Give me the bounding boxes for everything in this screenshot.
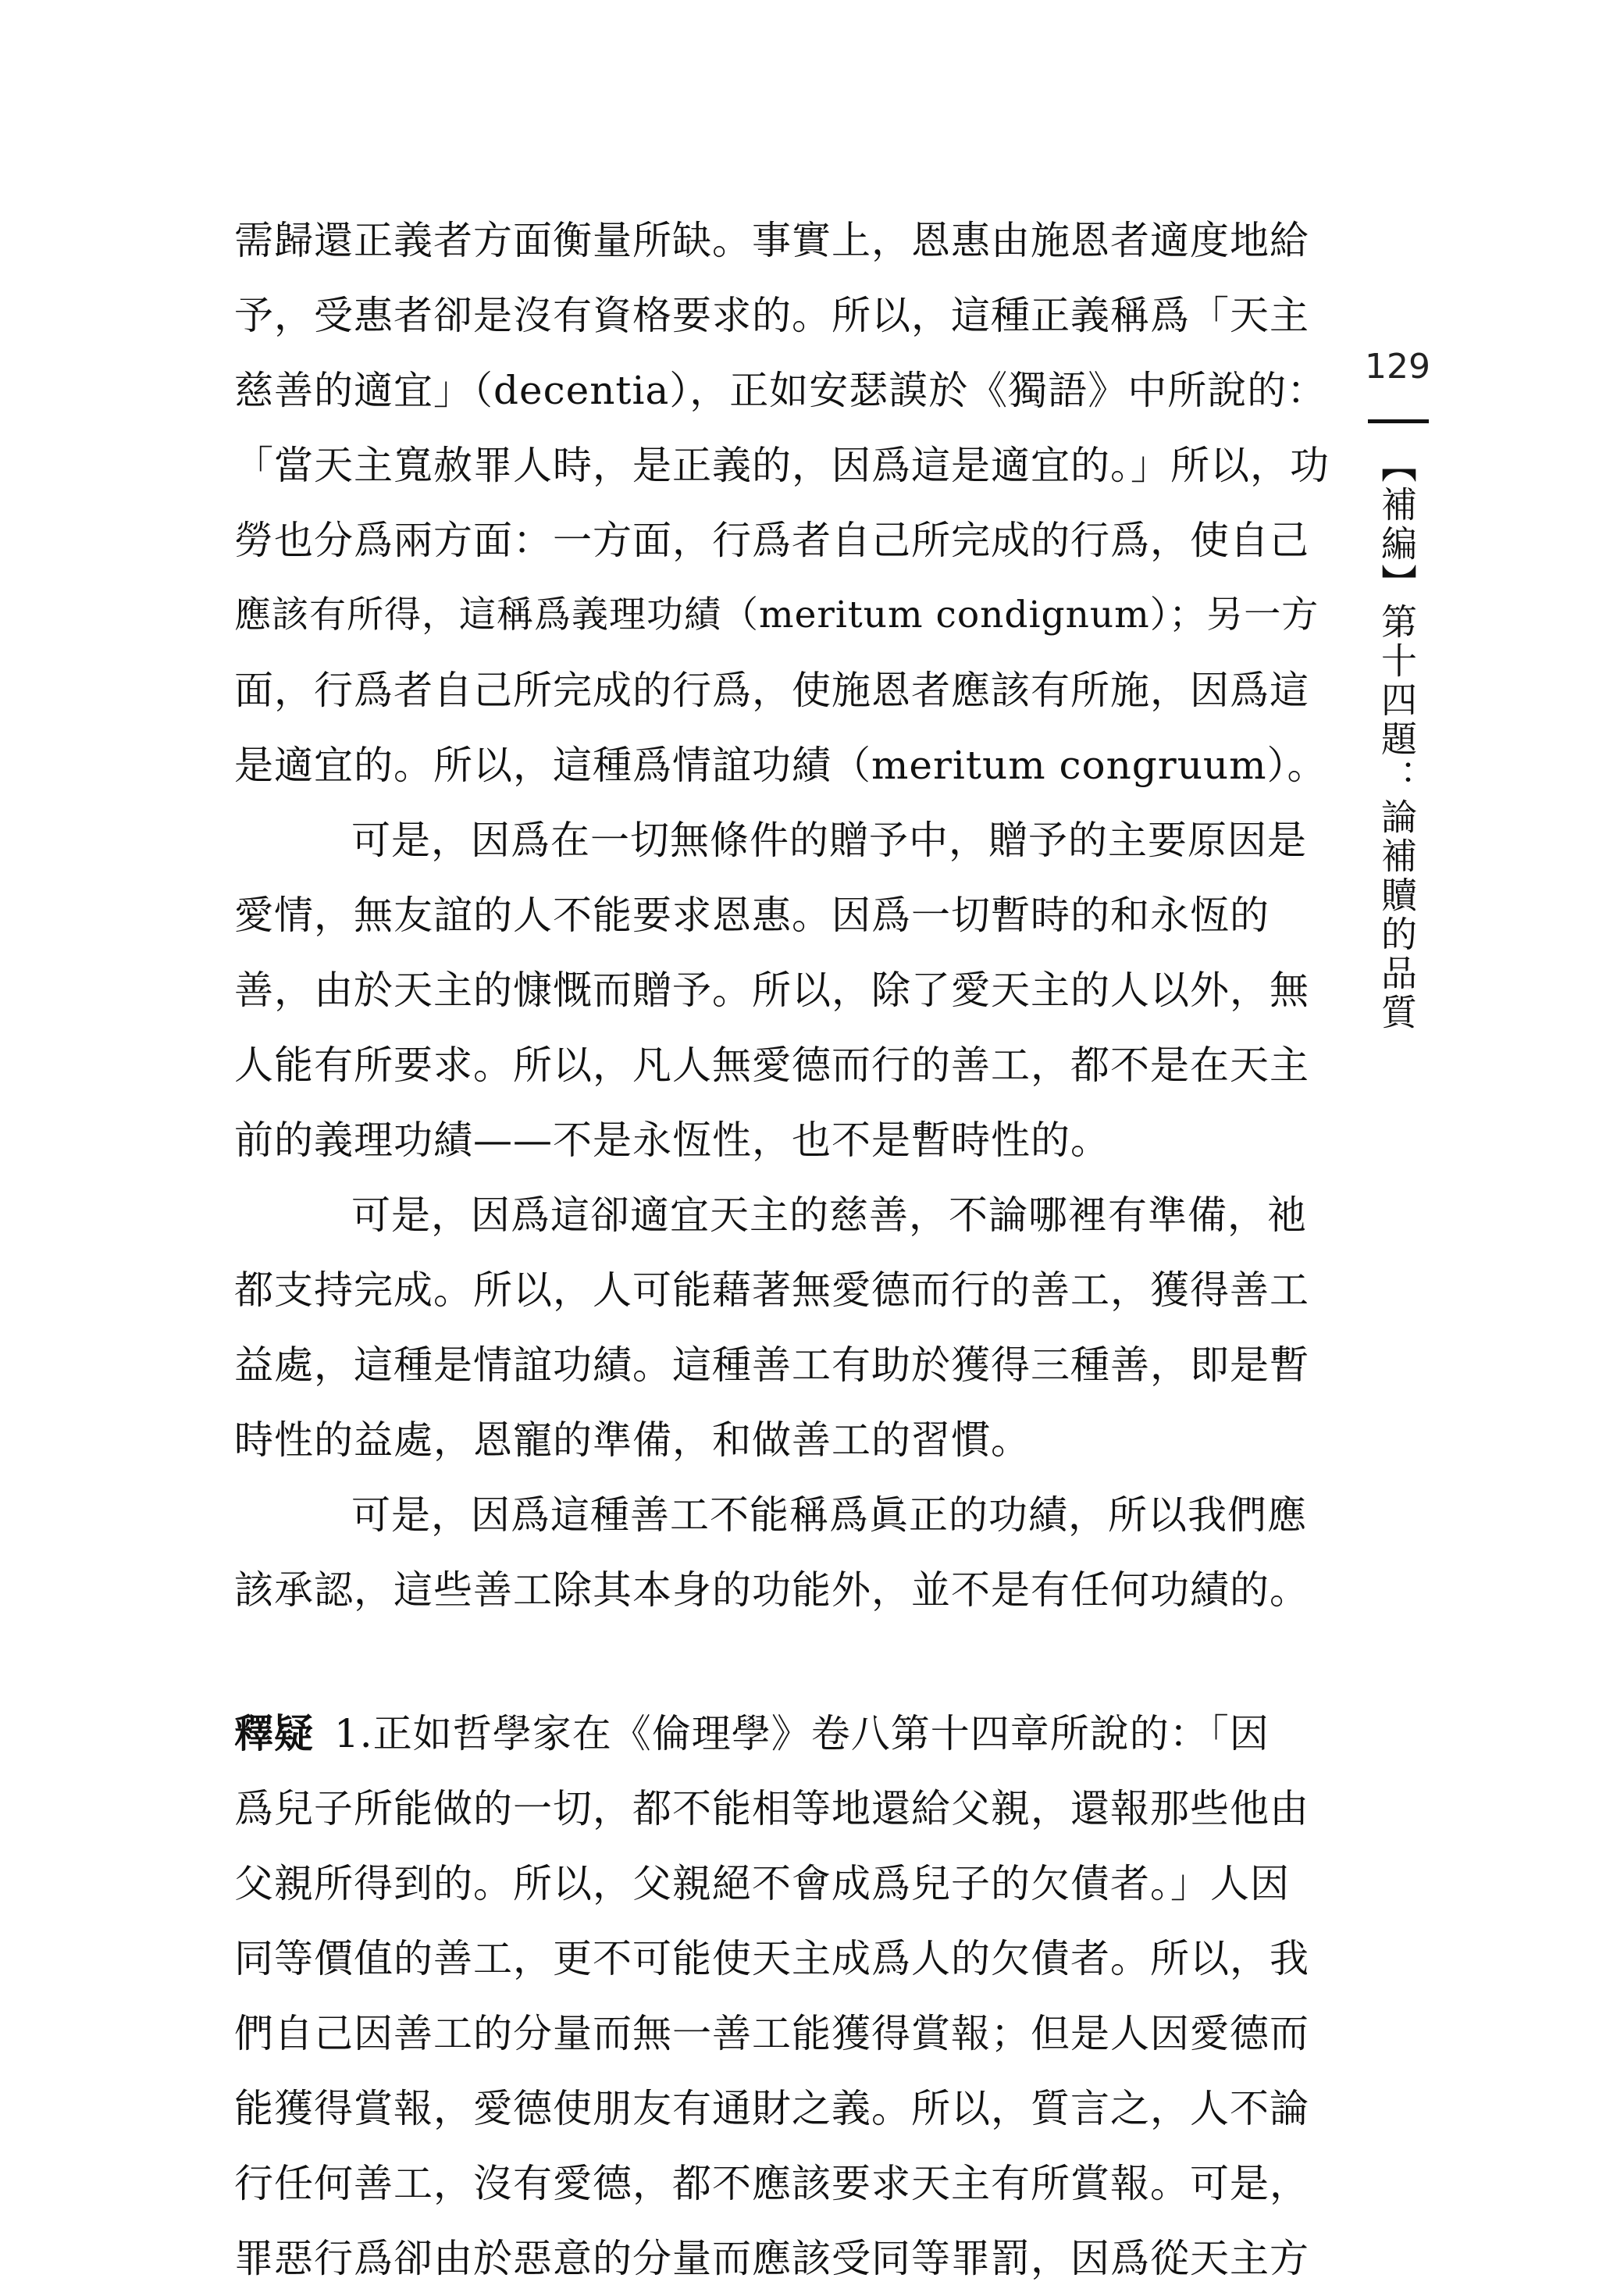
paragraph-4 (234, 1478, 1335, 1628)
text-line: 可是，因爲這卻適宜天主的慈善，不論哪裡有準備，祂 (351, 1193, 1307, 1238)
text-line: 都支持完成。所以，人可能藉著無愛德而行的善工，獲得善工 (234, 1267, 1309, 1313)
text-line: 時性的益處，恩寵的準備，和做善工的習慣。 (234, 1417, 1031, 1463)
text-line: 同等價值的善工，更不可能使天主成爲人的欠債者。所以，我 (234, 1936, 1309, 1981)
shiyi-first-line (234, 1696, 1335, 1771)
text-line: 罪惡行爲卻由於惡意的分量而應該受同等罪罰，因爲從天主方 (234, 2236, 1309, 2281)
text-line: 「當天主寬赦罪人時，是正義的，因爲這是適宜的。」所以，功 (234, 443, 1330, 488)
shiyi-label: 釋疑 (234, 1711, 314, 1756)
text-line: 人能有所要求。所以，凡人無愛德而行的善工，都不是在天主 (234, 1043, 1309, 1088)
text-line: 可是，因爲這種善工不能稱爲眞正的功績，所以我們應 (351, 1492, 1307, 1538)
shiyi-first-line-text: 1.正如哲學家在《倫理學》卷八第十四章所說的：「因 (334, 1711, 1270, 1756)
text-line: 父親所得到的。所以，父親絕不會成爲兒子的欠債者。」人因 (234, 1861, 1290, 1906)
text-line: 能獲得賞報，愛德使朋友有通財之義。所以，質言之，人不論 (234, 2086, 1309, 2131)
text-line: 愛情，無友誼的人不能要求恩惠。因爲一切暫時的和永恆的 (234, 893, 1270, 938)
section-gap (234, 1628, 1335, 1696)
text-line: 是適宜的。所以，這種爲情誼功績（meritum congruum）。 (234, 743, 1327, 788)
text-line: 予，受惠者卻是沒有資格要求的。所以，這種正義稱爲「天主 (234, 293, 1309, 338)
paragraph-2 (234, 803, 1335, 1178)
text-line: 可是，因爲在一切無條件的贈予中，贈予的主要原因是 (351, 818, 1307, 863)
text-line: 爲兒子所能做的一切，都不能相等地還給父親，還報那些他由 (234, 1786, 1309, 1831)
text-line: 們自己因善工的分量而無一善工能獲得賞報；但是人因愛德而 (234, 2011, 1309, 2056)
body-text (234, 203, 1335, 2296)
page-number-rule (1368, 419, 1429, 423)
shiyi-section (234, 1696, 1335, 2296)
text-line: 前的義理功績——不是永恆性，也不是暫時性的。 (234, 1118, 1110, 1163)
text-line: 善，由於天主的慷慨而贈予。所以，除了愛天主的人以外，無 (234, 968, 1309, 1013)
text-line: 勞也分爲兩方面：一方面，行爲者自己所完成的行爲，使自己 (234, 518, 1309, 563)
text-line: 面，行爲者自己所完成的行爲，使施恩者應該有所施，因爲這 (234, 668, 1309, 713)
text-line: 行任何善工，沒有愛德，都不應該要求天主有所賞報。可是， (234, 2161, 1309, 2206)
text-line: 需歸還正義者方面衡量所缺。事實上，恩惠由施恩者適度地給 (234, 218, 1309, 263)
paragraph-1 (234, 203, 1335, 803)
page-number: 129 (1365, 347, 1430, 387)
text-line: 益處，這種是情誼功績。這種善工有助於獲得三種善，即是暫 (234, 1342, 1309, 1388)
text-line: 該承認，這些善工除其本身的功能外，並不是有任何功績的。 (234, 1567, 1309, 1613)
text-line: 應該有所得，這稱爲義理功績（meritum condignum）；另一方 (234, 594, 1319, 636)
text-line: 慈善的適宜」（decentia），正如安瑟謨於《獨語》中所說的： (234, 368, 1327, 413)
paragraph-3 (234, 1178, 1335, 1478)
running-head: 【補編】第十四題：論補贖的品質 (1376, 447, 1418, 1032)
